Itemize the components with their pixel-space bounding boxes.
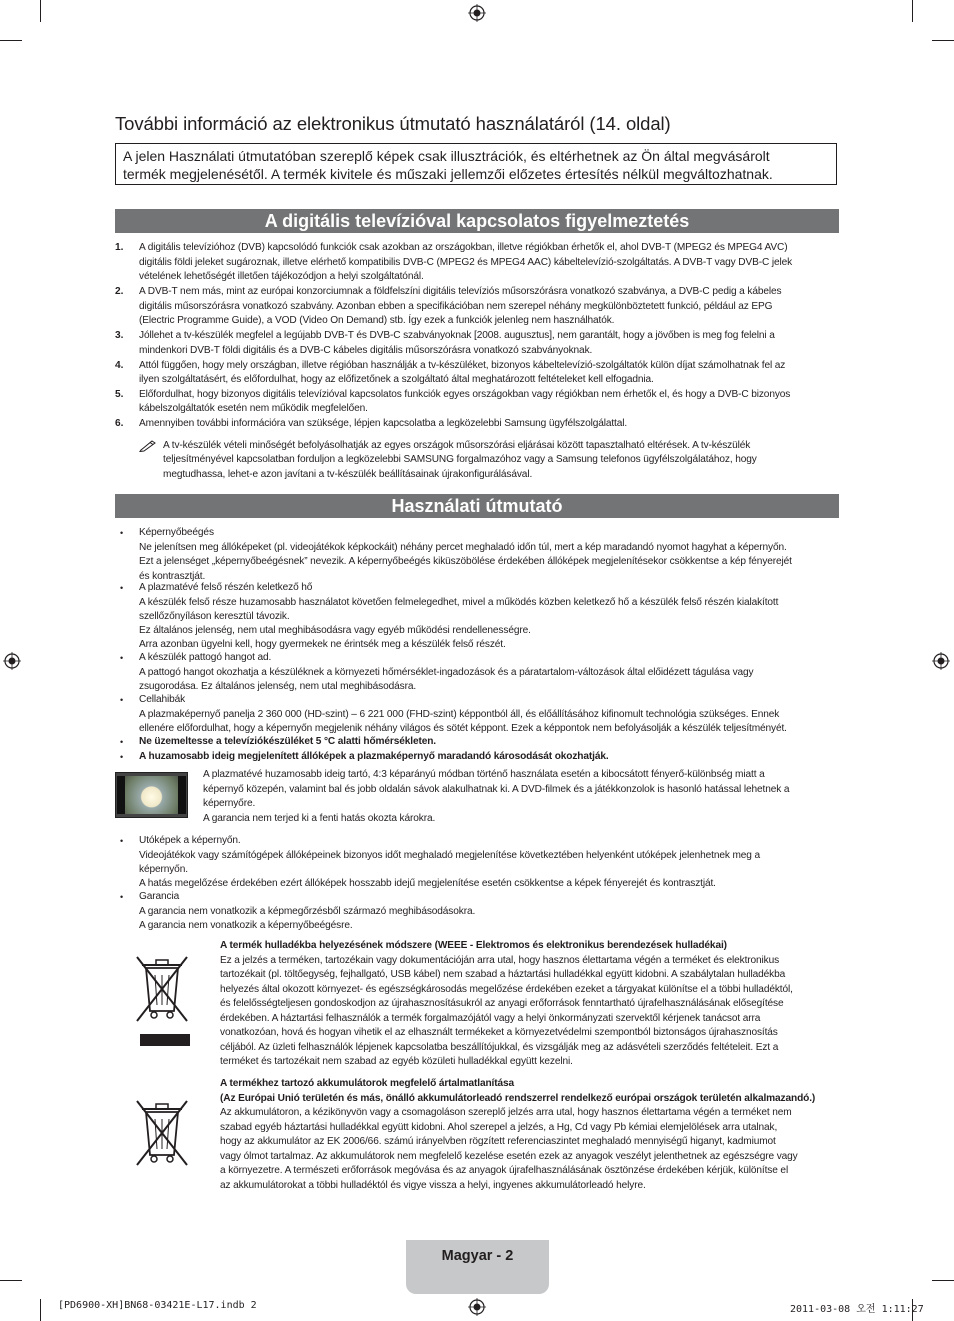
item-line: Attól függően, hogy mely országban, illetve régióban használják a tv-készüléket, bizonyos kábeltelevízió-szolgáltatók külön díjat számolhatnak fel az (139, 359, 786, 371)
battery-subtitle: (Az Európai Unió területén és más, önálló akkumulátorleadó rendszerrel rendelkező európai országok területén alkalmazandó.) (220, 1092, 816, 1104)
note-line: megtudhassa, lehet-e azon javítani a tv-készülék beállításainak újrakonfigurálásával. (163, 468, 533, 480)
battery-line: a környezetre. A természeti erőforrások megóvása és az anyagok újrafelhasználásának ösztönzése érdekében kérjük, különítse el (220, 1165, 789, 1176)
battery-line: vagy ólmot tartalmaz. Az akkumulátorok nem megfelelő kezelése esetén ezek az anyagok veszélyt jelenthetnek az egészségre vagy (220, 1150, 798, 1162)
bullet-title: A készülék pattogó hangot ad. (139, 652, 272, 663)
weee-line: terméket és tartozékait nem szabad az egyéb közületi hulladékkal együtt kezelni. (220, 1056, 573, 1067)
bullet-line: A garancia nem vonatkozik a képernyőbeégésre. (139, 920, 353, 931)
note-line: A tv-készülék vételi minőségét befolyásolhatják az egyes országok műsorszórási eljárásai között tapasztalható eltérések. A tv-készülék (163, 439, 751, 451)
bullet-title: Cellahibák (139, 694, 186, 705)
crop-mark (912, 0, 913, 22)
battery-line: Az akkumulátoron, a kézikönyvön vagy a csomagoláson szereplő jelzés arra utal, hogy hasznos élettartama végén a terméket nem (220, 1107, 792, 1118)
crop-mark (932, 40, 954, 41)
weee-line: vonatkozóan, hová és hogyan vihetik el az elhasznált termékeket a környezetvédelmi szempontból biztonságos újrahasznosítás (220, 1027, 778, 1038)
tv-side-bar (117, 776, 125, 814)
item-line: Jóllehet a tv-készülék megfelel a legújabb DVB-T és DVB-C szabványoknak [2008. augusztus], nem garantált, hogy a jövőben is meg fog felelni a (139, 330, 775, 341)
bullet-line: és kontrasztját. (139, 570, 206, 582)
weee-line: és felelősségteljesen gondoskodjon az újrahasznosításukról az anyagi erőforrások fenntartható újrafelhasználásának elősegítése (220, 998, 784, 1009)
weee-line: helyezés által okozott környezet- és egészségkárosodás megelőzése érdekében ezeket a tárgyakat különítse el a többi hulladéktól, (220, 983, 793, 995)
print-timestamp: 2011-03-08 오전 1:11:27 (790, 1304, 924, 1315)
item-number: 2. (115, 286, 124, 297)
bullet-line: A plazmaképernyő panelja 2 360 000 (HD-szint) – 6 221 000 (FHD-szint) képpontból áll, és előállításához kifinomult technológia szükséges. Ennek (139, 708, 780, 720)
bullet-line: Ez általános jelenség, nem utal meghibásodásra vagy egyéb működési rendellenességre. (139, 625, 531, 636)
weee-line: érdekében. A háztartási felhasználók a termék forgalmazójától vagy a helyi önkormányzati szervektől kérjenek tanácsot arra (220, 1012, 761, 1024)
battery-line: az akkumulátorokat a többi hulladéktól és vigye vissza a helyi, ingyenes akkumulátorleadó helyre. (220, 1179, 646, 1191)
bullet-line: A garancia nem vonatkozik a képmegőrzésből származó meghibásodásokra. (139, 905, 476, 917)
bullet-title: Garancia (139, 891, 180, 902)
bullet-title: A huzamosabb ideig megjelenített állóképek a plazmaképernyő maradandó károsodását okozhatják. (139, 751, 609, 762)
bullet-title: A plazmatévé felső részén keletkező hő (139, 582, 313, 593)
bullet-line: A hatás megelőzése érdekében ezért állóképek hosszabb idejű megjelenítése esetén csökkentse a képek fényerejét és kontrasztját. (139, 877, 716, 889)
item-line: (Electric Programme Guide), a VOD (Video On Demand) stb. Így ezek a funkciók jelenleg nem használhatók. (139, 315, 615, 327)
bullet-line: A garancia nem terjed ki a fenti hatás okozta károkra. (203, 812, 436, 824)
bullet: • (120, 752, 124, 762)
bullet-line: A plazmatévé huzamosabb ideig tartó, 4:3 képarányú módban történő használata esetén a kibocsátott fényerő-különbség miatt a (203, 769, 765, 780)
note-line: teljesítményével kapcsolatban forduljon a legközelebbi SAMSUNG forgalmazóhoz vagy a Samsung telefonos ügyfélszolgálatához, hogy (163, 454, 757, 465)
item-number: 1. (115, 242, 124, 253)
registration-mark-icon (932, 652, 950, 670)
crop-mark (40, 1299, 41, 1321)
page-number: Magyar - 2 (441, 1248, 514, 1264)
bullet-title: Utóképek a képernyőn. (139, 835, 241, 846)
bullet-title: Képernyőbeégés (139, 527, 214, 538)
battery-line: szabad egyéb háztartási hulladékkal együtt kidobni. Ahol szerepel a jelzés, a Hg, Cd vagy Pb kémiai elemjelölések arra utalnak, (220, 1121, 778, 1133)
notice-line: termék megjelenésétől. A termék kivitele és műszaki jellemzői előzetes értesítés nélkül megváltozhatnak. (123, 166, 773, 182)
weee-line: tartozékait (pl. töltőegység, fejhallgató, USB kábel) nem szabad a háztartási hulladékkal együtt kidobni. A szabálytalan hulladékba (220, 969, 786, 980)
registration-mark-icon (3, 652, 21, 670)
item-number: 4. (115, 359, 124, 371)
item-number: 5. (115, 388, 124, 400)
notice-box (115, 143, 837, 185)
item-number: 3. (115, 330, 124, 341)
item-line: vételének lehetőségét illetően tájékozódjon a helyi szolgáltatónál. (139, 271, 424, 283)
section-heading-usage-guide: Használati útmutató (115, 494, 839, 518)
item-line: mindenkori DVB-T földi digitális és a DVB-C kábeles digitális műsorszórásra vonatkozó szabványoknak. (139, 344, 593, 356)
bullet-line: képernyőre. (203, 798, 256, 809)
bullet: • (120, 653, 124, 663)
item-line: digitális földi jeleket sugároznak, illetve elérhető kompatibilis DVB-C (MPEG2 és MPEG4 AAC) kábeltelevízió-szolgáltatás. A DVB-T vagy DVB-C jelek (139, 256, 793, 268)
bullet-line: képernyőn. (139, 863, 188, 875)
bullet-line: A pattogó hangot okozhatja a készüléknek a környezeti hőmérséklet-ingadozások és a páratartalom-változások által előidézett tágulása vagy (139, 666, 754, 678)
item-line: A digitális televízióhoz (DVB) kapcsolódó funkciók csak azokban az országokban, illetve régiókban érhetők el, ahol DVB-T (MPEG2 és MPEG4 AVC) (139, 242, 788, 253)
item-number: 6. (115, 417, 124, 429)
item-line: ilyen szolgáltatásért, és előfordulhat, hogy az előfizetőnek a szolgáltató által meghatározott feltételeket kell elfogadnia. (139, 374, 654, 385)
bullet: • (120, 892, 124, 902)
crop-mark (0, 40, 22, 41)
tv-4-3-illustration (115, 772, 188, 818)
crop-mark (0, 1280, 22, 1281)
bullet-line: Ezt a jelenséget „képernyőbeégésnek” nevezik. A képernyőbeégés kiküszöbölése érdekében állóképek megjelenítésekor csökkentse a kép fényerejét (139, 556, 792, 567)
bullet-line: képernyő közepén, valamint bal és jobb oldalán sávok alakulhatnak ki. A DVD-filmek és a játékkonzolok is hasonló hatással lehetnek a (203, 783, 790, 795)
notice-line: A jelen Használati útmutatóban szereplő képek csak illusztrációk, és eltérhetnek az Ön által megvásárolt (123, 148, 770, 164)
bullet-line: Videojátékok vagy számítógépek állóképeinek bizonyos időt meghaladó megjelenítése következtében helyenként utóképek jelenhetnek meg a (139, 849, 761, 861)
bullet-line: zsugorodása. Ez általános jelenség, nem utal meghibásodásra. (139, 681, 417, 692)
section-heading-digital-tv: A digitális televízióval kapcsolatos figyelmeztetés (115, 209, 839, 233)
note-pencil-icon (139, 439, 157, 452)
file-slug: [PD6900-XH]BN68-03421E-L17.indb 2 (58, 1300, 257, 1311)
bullet: • (120, 695, 124, 705)
bullet: • (120, 583, 124, 593)
bullet-line: ellenére előfordulhat, hogy a képernyőn megjelenik néhány világos és sötét képpont. Ezek a képpontok nem befolyásolják a készülék teljesítményét. (139, 723, 787, 734)
registration-mark-icon (468, 4, 486, 22)
item-line: digitális műsorszórásra vonatkozó szabvány. Azonban ebben a specifikációban nem szerepel néhány megkülönböztetett funkció, például az EPG (139, 300, 773, 312)
tv-side-bar (178, 776, 186, 814)
bullet-line: A készülék felső része huzamosabb használatot követően felmelegedhet, mivel a működés közben keletkező hő a készülék felső részén kialakított (139, 596, 779, 608)
crossed-out-bin-icon (132, 1097, 192, 1169)
page-title: További információ az elektronikus útmutató használatáról (14. oldal) (115, 113, 671, 134)
bullet: • (120, 528, 124, 538)
item-line: Előfordulhat, hogy bizonyos digitális televízióval kapcsolatos funkciók egyes országokban vagy régiókban nem érhetők el, és hogy a DVB-C bizonyos (139, 388, 791, 400)
weee-title: A termék hulladékba helyezésének módszere (WEEE - Elektromos és elektronikus berendezések hulladékai) (220, 940, 727, 951)
bullet: • (120, 737, 124, 747)
crop-mark (40, 0, 41, 22)
bullet-line: Ne jelenítsen meg állóképeket (pl. videojátékok képkockáit) néhány percet meghaladó időn túl, mert a kép maradandó nyomot hagyhat a képernyőn. (139, 541, 787, 553)
battery-line: hogy az akkumulátor az EK 2006/66. számú irányelvben rögzített referenciaszintet meghaladó mennyiségű higanyt, kadmiumot (220, 1136, 776, 1147)
weee-line: Ez a jelzés a terméken, tartozékain vagy dokumentációján arra utal, hogy hasznos élettartama végén a terméket és elektronikus (220, 954, 780, 966)
item-line: Amennyiben további információra van szüksége, lépjen kapcsolatba a legközelebbi Samsung ügyfélszolgálattal. (139, 417, 628, 429)
registration-mark-icon (468, 1298, 486, 1316)
item-line: A DVB-T nem más, mint az európai konzorciumnak a földfelszíni digitális televíziós műsorszórásra vonatkozó szabványa, a DVB-C pedig a kábeles (139, 286, 782, 297)
tv-screen (125, 776, 178, 814)
bullet-line: szellőzőnyíláson keresztül távozik. (139, 611, 290, 622)
item-line: kábelszolgáltatók esetén nem működik megfelelően. (139, 403, 368, 414)
bullet: • (120, 836, 124, 846)
weee-line: céljából. Az üzleti felhasználók lépjenek kapcsolatba beszállítójukkal, és vizsgálják meg az adásvételi szerződés feltételeit. Ezt a (220, 1041, 779, 1053)
bullet-line: Arra azonban ügyelni kell, hogy gyermekek ne érintsék meg a készülék felső részét. (139, 639, 506, 650)
bullet-title: Ne üzemeltesse a televíziókészüléket 5 °C alatti hőmérsékleten. (139, 736, 437, 747)
crossed-out-bin-icon (132, 953, 192, 1049)
crop-mark (932, 1280, 954, 1281)
battery-title: A termékhez tartozó akkumulátorok megfelelő ártalmatlanítása (220, 1078, 515, 1089)
